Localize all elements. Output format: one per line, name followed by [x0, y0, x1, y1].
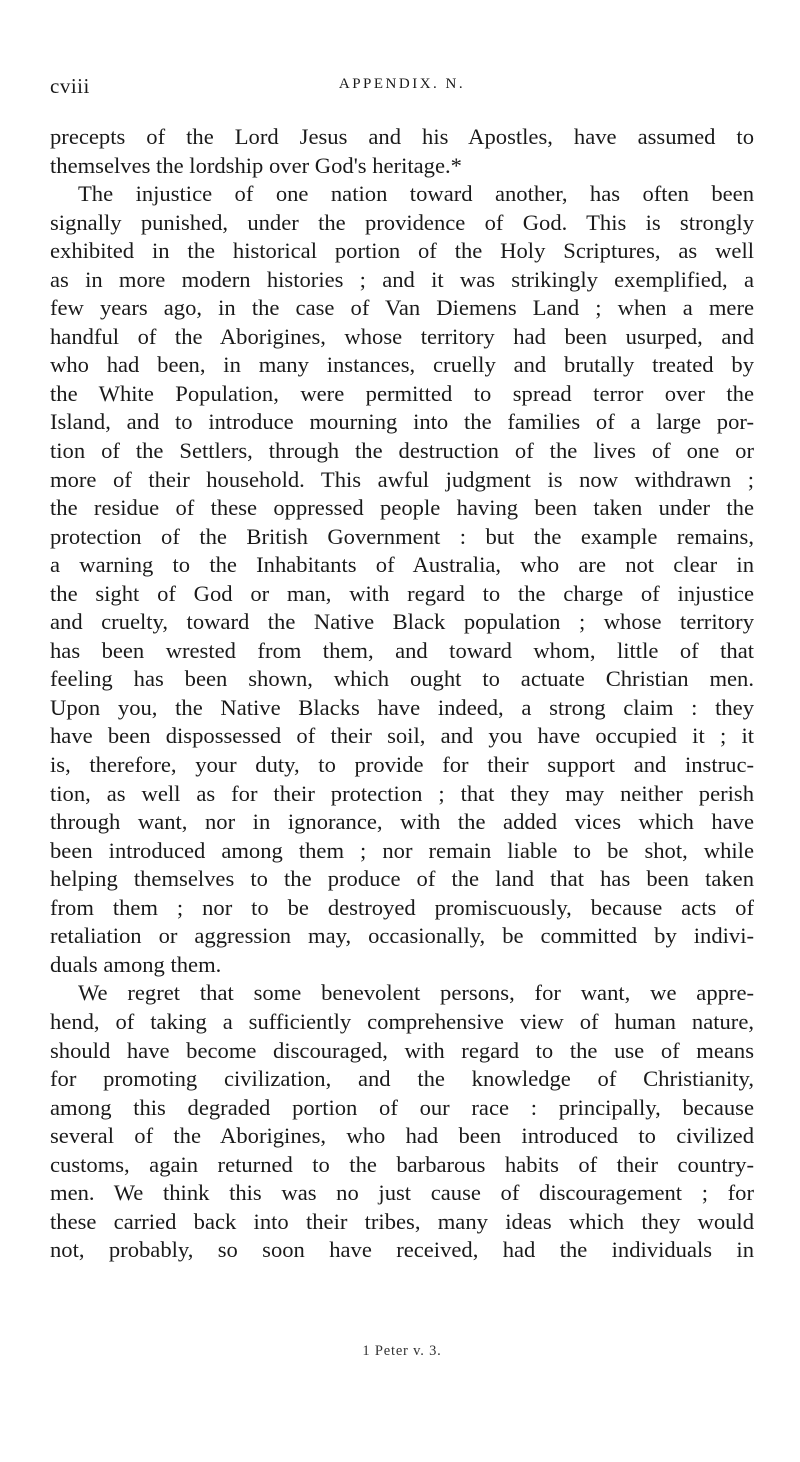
text-line: the sight of God or man, with regard to the charge of injustice [50, 580, 754, 606]
text-line: protection of the British Government : but the example remains, [50, 523, 754, 549]
text-line: Upon you, the Native Blacks have indeed, a strong claim : they [50, 694, 754, 720]
text-line: The injustice of one nation toward another, has often been [78, 181, 754, 207]
text-line: several of the Aborigines, who had been introduced to civilized [50, 1123, 754, 1149]
text-line: the residue of these oppressed people having been taken under the [50, 495, 754, 521]
page-number: cviii [50, 74, 90, 98]
running-head [50, 74, 754, 104]
text-line: men. We think this was no just cause of discouragement ; for [50, 1180, 754, 1206]
text-line: these carried back into their tribes, many ideas which they would [50, 1208, 754, 1234]
running-title: APPENDIX. N. [338, 76, 466, 92]
text-line: is, therefore, your duty, to provide for their support and instruc- [50, 752, 754, 778]
text-line: hend, of taking a sufficiently comprehensive view of human nature, [50, 1008, 754, 1034]
text-line: customs, again returned to the barbarous habits of their country- [50, 1151, 754, 1177]
text-line: helping themselves to the produce of the land that has been taken [50, 866, 754, 892]
text-line: have been dispossessed of their soil, and you have occupied it ; it [50, 723, 754, 749]
text-line: as in more modern histories ; and it was strikingly exemplified, a [50, 266, 754, 292]
text-line: duals among them. [50, 951, 222, 977]
text-line: feeling has been shown, which ought to actuate Christian men. [50, 666, 754, 692]
text-line: tion, as well as for their protection ; that they may neither perish [50, 780, 754, 806]
text-line: more of their household. This awful judgment is now withdrawn ; [50, 466, 754, 492]
paragraph-1 [50, 123, 754, 180]
text-line: retaliation or aggression may, occasionally, be committed by indivi- [50, 923, 754, 949]
text-line: been introduced among them ; nor remain liable to be shot, while [50, 837, 754, 863]
text-line: signally punished, under the providence of God. This is strongly [50, 209, 754, 235]
body-text [50, 123, 754, 1265]
text-line: themselves the lordship over God's heritage.* [50, 152, 462, 178]
text-line: who had been, in many instances, cruelly and brutally treated by [50, 352, 754, 378]
text-line: from them ; nor to be destroyed promiscuously, because acts of [50, 894, 754, 920]
footnote: 1 Peter v. 3. [362, 1343, 442, 1359]
text-line: should have become discouraged, with regard to the use of means [50, 1037, 754, 1063]
text-line: We regret that some benevolent persons, for want, we appre- [78, 980, 754, 1006]
text-line: exhibited in the historical portion of the Holy Scriptures, as well [50, 238, 754, 264]
text-line: few years ago, in the case of Van Diemens Land ; when a mere [50, 295, 754, 321]
text-line: among this degraded portion of our race : principally, because [50, 1094, 754, 1120]
text-line: for promoting civilization, and the knowledge of Christianity, [50, 1066, 754, 1092]
text-line: handful of the Aborigines, whose territory had been usurped, and [50, 323, 754, 349]
paragraph-2 [50, 180, 754, 979]
text-line: has been wrested from them, and toward whom, little of that [50, 637, 754, 663]
text-line: tion of the Settlers, through the destruction of the lives of one or [50, 438, 754, 464]
text-line: Island, and to introduce mourning into the families of a large por- [50, 409, 754, 435]
text-line: precepts of the Lord Jesus and his Apostles, have assumed to [50, 124, 754, 149]
paragraph-3 [50, 979, 754, 1264]
text-line: the White Population, were permitted to spread terror over the [50, 380, 754, 406]
text-line: and cruelty, toward the Native Black population ; whose territory [50, 609, 754, 635]
text-line: a warning to the Inhabitants of Australia, who are not clear in [50, 552, 754, 578]
text-line: not, probably, so soon have received, had the individuals in [50, 1237, 754, 1263]
text-line: through want, nor in ignorance, with the added vices which have [50, 809, 754, 835]
